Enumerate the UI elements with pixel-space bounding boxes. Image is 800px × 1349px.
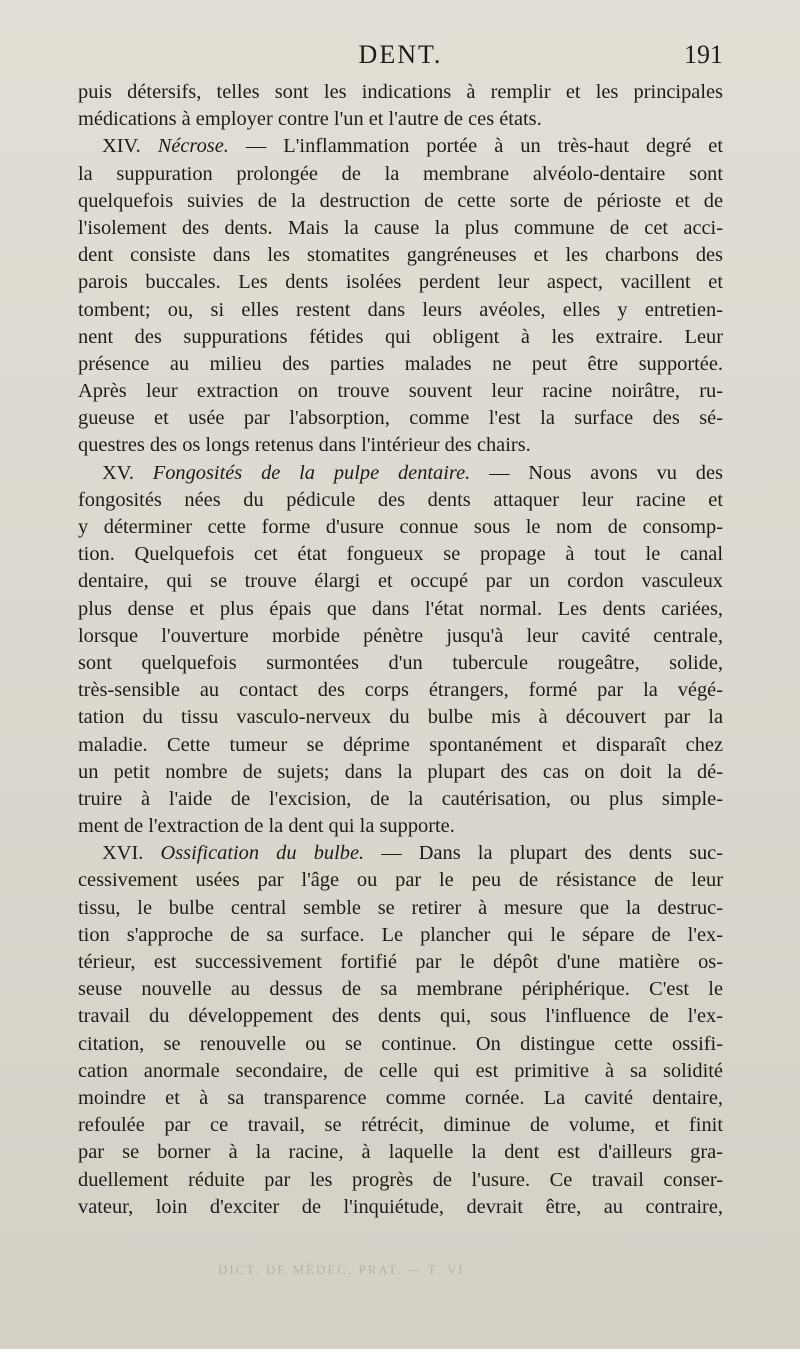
text-line: gueuse et usée par l'absorption, comme l'est la surface des sé- — [78, 407, 723, 430]
text-line — [78, 133, 723, 160]
text-line: sont quelquefois surmontées d'un tubercule rougeâtre, solide, — [78, 651, 723, 674]
text-run: — Dans la plupart des dents suc- — [364, 842, 723, 865]
text-line: refoulée par ce travail, se rétrécit, diminue de volume, et finit — [78, 1114, 723, 1137]
section-title: Fongosités de la pulpe dentaire. — [152, 461, 471, 484]
page-header — [78, 40, 723, 80]
text-line: térieur, est successivement fortifié par le dépôt d'une matière os- — [78, 951, 723, 973]
text-line: duellement réduite par les progrès de l'usure. Ce travail conser- — [78, 1168, 723, 1191]
section-number: XIV. — [102, 135, 158, 158]
text-line: ment de l'extraction de la dent qui la supporte. — [78, 815, 455, 838]
text-line: fongosités nées du pédicule des dents attaquer leur racine et — [78, 488, 723, 511]
text-line: un petit nombre de sujets; dans la plupart des cas on doit la dé- — [78, 760, 723, 783]
text-line: tion s'approche de sa surface. Le plancher qui le sépare de l'ex- — [78, 923, 723, 946]
text-line — [78, 840, 723, 867]
text-line — [78, 460, 723, 487]
section-title: Nécrose. — [157, 135, 229, 158]
text-line: lorsque l'ouverture morbide pénètre jusqu'à leur cavité centrale, — [78, 624, 723, 647]
text-line: y déterminer cette forme d'usure connue sous le nom de consomp- — [78, 516, 723, 538]
section-number: XVI. — [102, 842, 161, 865]
page-number: 191 — [684, 40, 723, 69]
text-line: très-sensible au contact des corps étrangers, formé par la végé- — [78, 679, 723, 702]
text-line: quelquefois suivies de la destruction de cette sorte de périoste et de — [78, 189, 723, 212]
text-line: truire à l'aide de l'excision, de la cautérisation, ou plus simple- — [78, 787, 723, 810]
text-line: présence au milieu des parties malades ne peut être supportée. — [78, 352, 723, 375]
text-line: questres des os longs retenus dans l'intérieur des chairs. — [78, 434, 531, 457]
text-line: tion. Quelquefois cet état fongueux se propage à tout le canal — [78, 543, 723, 566]
body-text — [78, 79, 723, 1221]
text-line: l'isolement des dents. Mais la cause la plus commune de cet acci- — [78, 216, 723, 239]
text-run: — L'inflammation portée à un très-haut degré et — [228, 135, 723, 158]
text-line: plus dense et plus épais que dans l'état normal. Les dents cariées, — [78, 597, 723, 620]
text-line: seuse nouvelle au dessus de sa membrane périphérique. C'est le — [78, 978, 723, 1001]
text-run: — Nous avons vu des — [470, 461, 723, 484]
text-line: citation, se renouvelle ou se continue. On distingue cette ossifi- — [78, 1032, 723, 1055]
text-line: tation du tissu vasculo-nerveux du bulbe mis à découvert par la — [78, 706, 723, 729]
text-line: tombent; ou, si elles restent dans leurs avéoles, elles y entretien- — [78, 298, 723, 321]
section-title: Ossification du bulbe. — [160, 842, 365, 865]
text-line: puis détersifs, telles sont les indications à remplir et les principales — [78, 81, 723, 103]
text-line: Après leur extraction on trouve souvent leur racine noirâtre, ru- — [78, 380, 723, 403]
text-line: dentaire, qui se trouve élargi et occupé par un cordon vasculeux — [78, 570, 723, 593]
text-line: médications à employer contre l'un et l'autre de ces états. — [78, 108, 542, 131]
text-line: cessivement usées par l'âge ou par le peu de résistance de leur — [78, 869, 723, 892]
text-line: moindre et à sa transparence comme cornée. La cavité dentaire, — [78, 1086, 723, 1109]
running-title: DENT. — [358, 40, 443, 69]
text-line: la suppuration prolongée de la membrane alvéolo-dentaire sont — [78, 162, 723, 185]
signature-footer: DICT. DE MÉDEC. PRAT. — T. VI. — [218, 1262, 470, 1277]
text-line: cation anormale secondaire, de celle qui est primitive à sa solidité — [78, 1059, 723, 1082]
section-number: XV. — [102, 461, 153, 484]
text-line: travail du développement des dents qui, sous l'influence de l'ex- — [78, 1005, 723, 1028]
text-line: tissu, le bulbe central semble se retirer à mesure que la destruc- — [78, 896, 723, 919]
text-line: parois buccales. Les dents isolées perdent leur aspect, vacillent et — [78, 271, 723, 294]
text-line: maladie. Cette tumeur se déprime spontanément et disparaît chez — [78, 733, 723, 756]
text-line: nent des suppurations fétides qui obligent à les extraire. Leur — [78, 325, 723, 348]
text-line: par se borner à la racine, à laquelle la dent est d'ailleurs gra- — [78, 1141, 723, 1164]
text-line: vateur, loin d'exciter de l'inquiétude, devrait être, au contraire, — [78, 1195, 723, 1218]
text-line: dent consiste dans les stomatites gangréneuses et les charbons des — [78, 244, 723, 267]
